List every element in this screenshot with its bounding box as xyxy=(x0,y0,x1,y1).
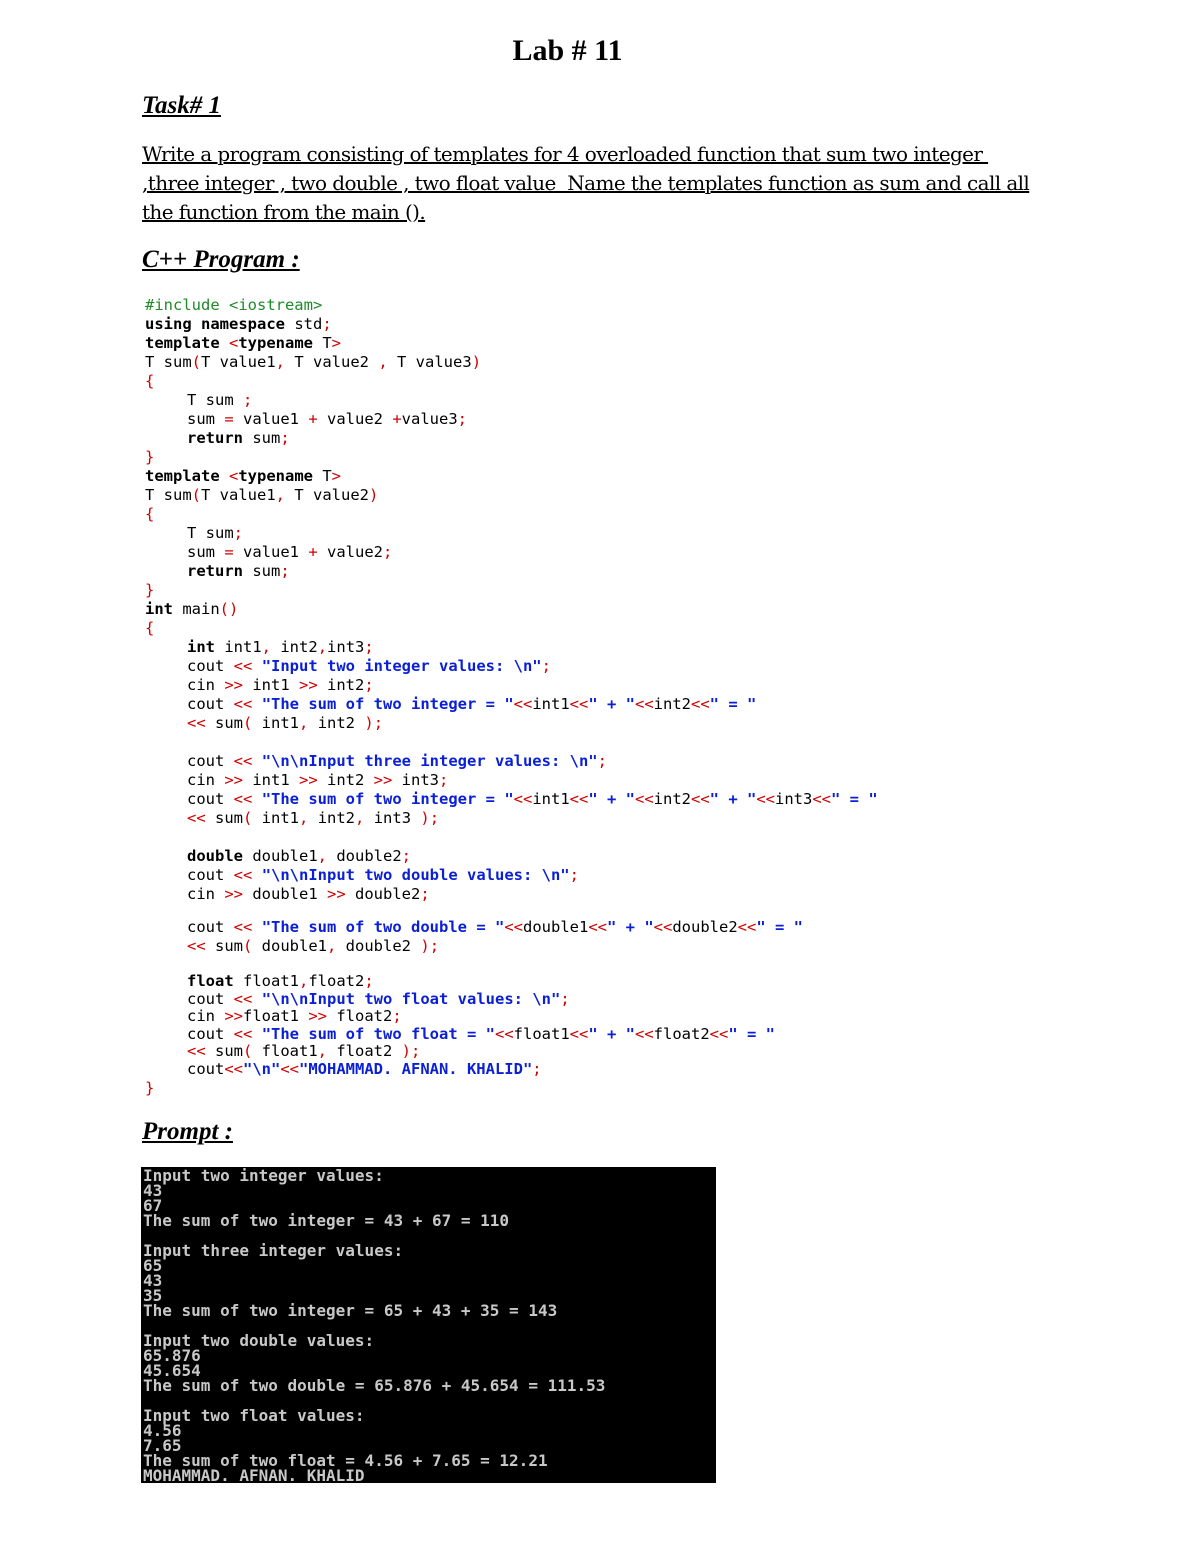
code-line: cout << "\n\nInput two double values: \n"; xyxy=(187,866,579,884)
code-line: T sum; xyxy=(187,524,244,542)
code-line: { xyxy=(145,619,155,637)
console-line: The sum of two integer = 43 + 67 = 110 xyxy=(143,1211,510,1230)
console-line: 67 xyxy=(143,1196,163,1215)
console-line: 45.654 xyxy=(143,1361,201,1380)
code-line: cout << "The sum of two float = "<<float1<<" + "<<float2<<" = " xyxy=(187,1025,776,1043)
code-line: cin >>float1 >> float2; xyxy=(187,1007,402,1025)
code-line: T sum ; xyxy=(187,391,253,409)
code-line: cin >> double1 >> double2; xyxy=(187,885,430,903)
console-line: 7.65 xyxy=(143,1436,182,1455)
task-heading: Task# 1 xyxy=(142,92,221,119)
code-line: double double1, double2; xyxy=(187,847,411,865)
console-line: MOHAMMAD. AFNAN. KHALID xyxy=(143,1466,365,1483)
code-line: } xyxy=(145,581,155,599)
console-line: The sum of two double = 65.876 + 45.654 = 111.53 xyxy=(143,1376,606,1395)
console-line: The sum of two integer = 65 + 43 + 35 = 143 xyxy=(143,1301,558,1320)
console-line: 35 xyxy=(143,1286,163,1305)
prompt-heading: Prompt : xyxy=(142,1118,233,1145)
console-line: 43 xyxy=(143,1181,163,1200)
code-line: << sum( int1, int2 ); xyxy=(187,714,384,732)
program-heading: C++ Program : xyxy=(142,246,300,273)
code-line: cout<<"\n"<<"MOHAMMAD. AFNAN. KHALID"; xyxy=(187,1060,542,1078)
code-line: cout << "The sum of two integer = "<<int1<<" + "<<int2<<" = " xyxy=(187,695,757,713)
page-title: Lab # 11 xyxy=(512,34,623,67)
console-line: 65.876 xyxy=(143,1346,201,1365)
console-line: Input two float values: xyxy=(143,1406,365,1425)
code-line: cout << "The sum of two double = "<<double1<<" + "<<double2<<" = " xyxy=(187,918,804,936)
code-line: } xyxy=(145,1079,155,1097)
code-line: int int1, int2,int3; xyxy=(187,638,374,656)
code-line: float float1,float2; xyxy=(187,972,374,990)
console-line: 65 xyxy=(143,1256,163,1275)
code-line: return sum; xyxy=(187,429,290,447)
console-line: Input three integer values: xyxy=(143,1241,404,1260)
code-line: T sum(T value1, T value2 , T value3) xyxy=(145,353,482,371)
code-line: cout << "\n\nInput two float values: \n"; xyxy=(187,990,570,1008)
code-line: template <typename T> xyxy=(145,467,342,485)
code-line: template <typename T> xyxy=(145,334,342,352)
code-line: << sum( float1, float2 ); xyxy=(187,1042,421,1060)
console-output xyxy=(141,1167,716,1483)
task-description-line: ,three integer , two double , two float value Name the templates function as sum and call all xyxy=(142,171,1030,195)
code-line: return sum; xyxy=(187,562,290,580)
code-line: cin >> int1 >> int2; xyxy=(187,676,374,694)
code-line: << sum( double1, double2 ); xyxy=(187,937,440,955)
code-line: cout << "Input two integer values: \n"; xyxy=(187,657,551,675)
task-description-line: the function from the main (). xyxy=(142,200,426,224)
code-line: cout << "The sum of two integer = "<<int1<<" + "<<int2<<" + "<<int3<<" = " xyxy=(187,790,878,808)
code-line: cin >> int1 >> int2 >> int3; xyxy=(187,771,449,789)
task-description-line: Write a program consisting of templates for 4 overloaded function that sum two integer xyxy=(142,142,989,166)
code-line: << sum( int1, int2, int3 ); xyxy=(187,809,440,827)
console-line: 43 xyxy=(143,1271,163,1290)
task-description xyxy=(142,140,1082,227)
console-line: Input two integer values: xyxy=(143,1167,384,1185)
code-line: { xyxy=(145,372,155,390)
code-line: using namespace std; xyxy=(145,315,332,333)
code-line: cout << "\n\nInput three integer values: \n"; xyxy=(187,752,607,770)
code-line: sum = value1 + value2; xyxy=(187,543,393,561)
code-line: #include <iostream> xyxy=(145,296,323,314)
code-line: int main() xyxy=(145,600,239,618)
console-line: 4.56 xyxy=(143,1421,182,1440)
code-line: { xyxy=(145,505,155,523)
console-line: The sum of two float = 4.56 + 7.65 = 12.21 xyxy=(143,1451,548,1470)
code-line: } xyxy=(145,448,155,466)
console-line: Input two double values: xyxy=(143,1331,375,1350)
code-line: sum = value1 + value2 +value3; xyxy=(187,410,468,428)
code-line: T sum(T value1, T value2) xyxy=(145,486,379,504)
